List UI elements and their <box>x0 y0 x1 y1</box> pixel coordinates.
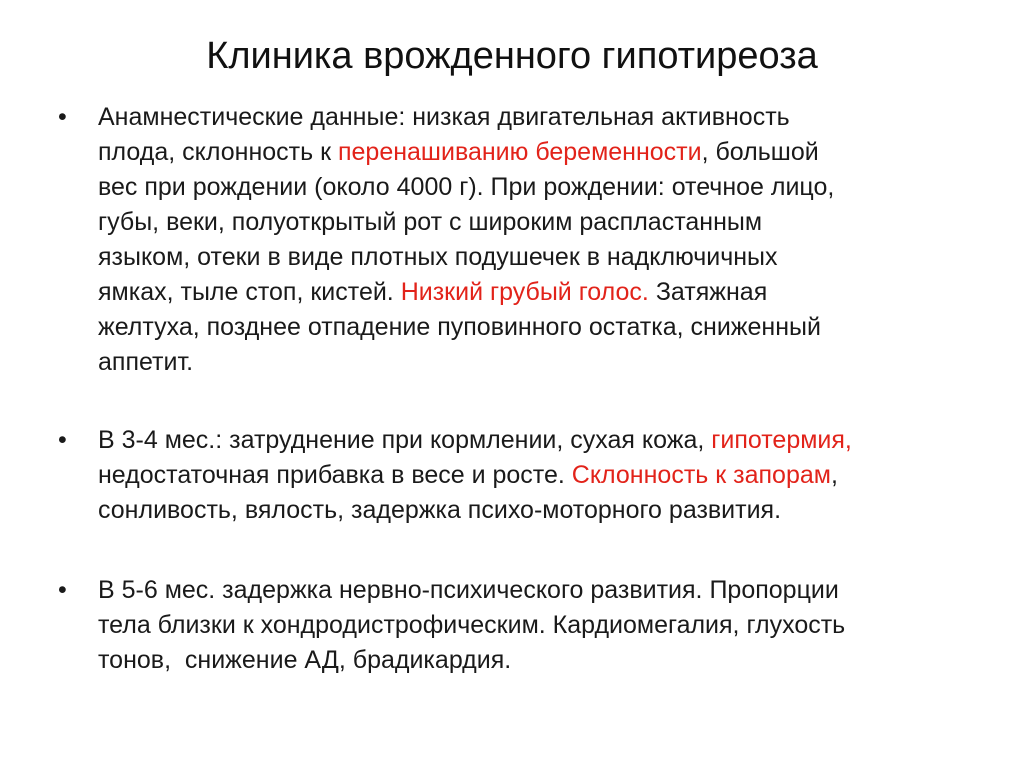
highlight-text: Низкий грубый голос. <box>400 278 649 306</box>
text-segment: Анамнестические данные: низкая двигательная активность <box>98 103 790 131</box>
text-segment: языком, отеки в виде плотных подушечек в надключичных <box>98 243 778 271</box>
text-line <box>98 493 978 528</box>
bullet-item-anamnesis <box>58 100 988 380</box>
text-line <box>98 643 978 678</box>
bullet-text <box>98 423 978 528</box>
text-line <box>98 240 978 275</box>
text-line <box>98 205 978 240</box>
text-segment: недостаточная прибавка в весе и росте. <box>98 461 572 489</box>
text-segment: ямках, тыле стоп, кистей. <box>98 278 401 306</box>
highlight-text: перенашиванию беременности <box>337 138 702 166</box>
text-segment: Затяжная <box>648 278 768 306</box>
text-line <box>98 423 978 458</box>
text-segment: желтуха, позднее отпадение пуповинного остатка, сниженный <box>98 313 821 341</box>
text-segment: тела близки к хондродистрофическим. Кардиомегалия, глухость <box>98 611 846 639</box>
text-segment: аппетит. <box>98 348 194 376</box>
bullet-item-5-6-months <box>58 573 988 678</box>
text-line <box>98 170 978 205</box>
text-segment: , большой <box>701 138 819 166</box>
text-segment: сонливость, вялость, задержка психо-моторного развития. <box>98 496 782 524</box>
highlight-text: Склонность к запорам <box>571 461 831 489</box>
text-line <box>98 135 978 170</box>
text-line <box>98 275 978 310</box>
text-segment: В 5-6 мес. задержка нервно-психического развития. Пропорции <box>98 576 839 604</box>
text-segment: губы, веки, полуоткрытый рот с широким распластанным <box>98 208 763 236</box>
bullet-dot-icon: • <box>58 103 67 131</box>
text-line <box>98 608 978 643</box>
bullet-item-3-4-months <box>58 423 988 528</box>
text-line <box>98 573 978 608</box>
text-segment: вес при рождении (около 4000 г). При рождении: отечное лицо, <box>98 173 835 201</box>
text-segment: В 3-4 мес.: затруднение при кормлении, сухая кожа, <box>98 426 712 454</box>
slide-title: Клиника врожденного гипотиреоза <box>206 35 818 77</box>
text-segment: плода, склонность к <box>98 138 338 166</box>
bullet-text <box>98 100 978 380</box>
text-segment: тонов, снижение АД, брадикардия. <box>98 646 512 674</box>
bullet-text <box>98 573 978 678</box>
text-line <box>98 100 978 135</box>
bullet-dot-icon: • <box>58 576 67 604</box>
text-line <box>98 345 978 380</box>
text-line <box>98 458 978 493</box>
text-line <box>98 310 978 345</box>
bullet-dot-icon: • <box>58 426 67 454</box>
text-segment: , <box>830 461 838 489</box>
highlight-text: гипотермия, <box>711 426 852 454</box>
